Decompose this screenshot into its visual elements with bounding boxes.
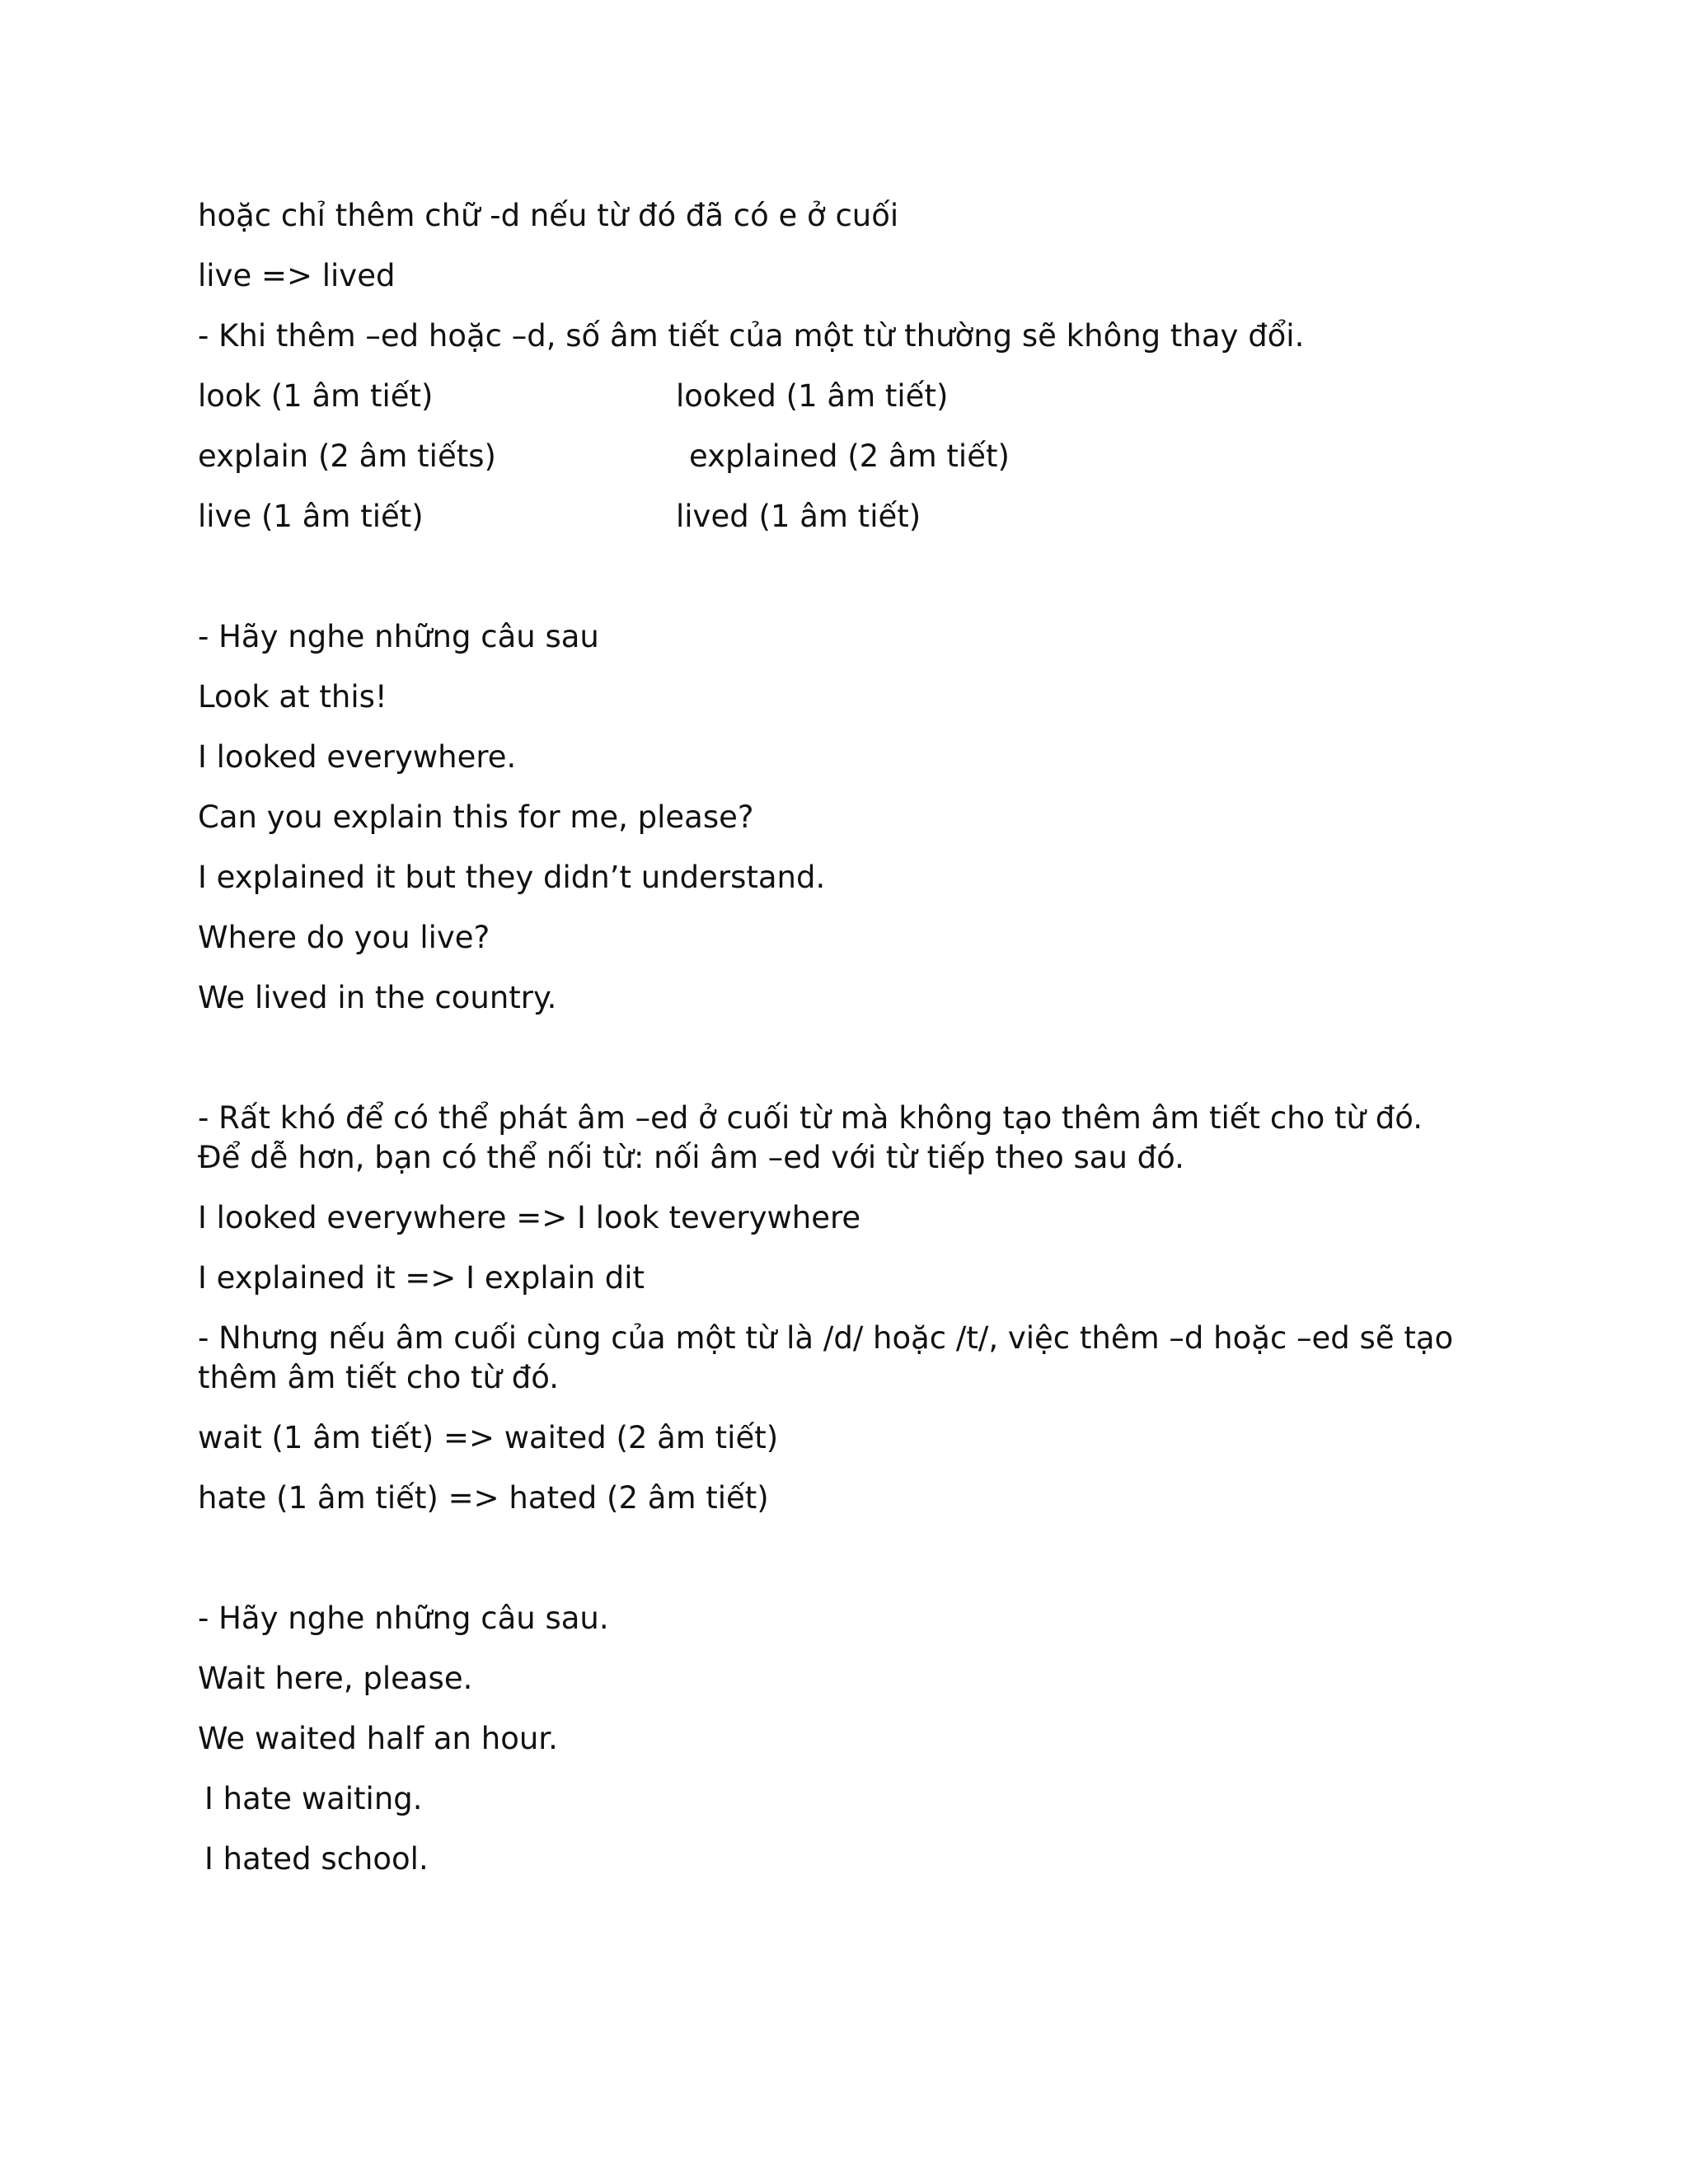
past-word: looked (1 âm tiết) — [676, 378, 949, 414]
example-sentence: I hated school. — [204, 1841, 429, 1877]
example-sentence: I explained it => I explain dit — [198, 1260, 645, 1296]
rule-statement: - Khi thêm –ed hoặc –d, số âm tiết của một từ thường sẽ không thay đổi. — [198, 318, 1305, 354]
base-word: live (1 âm tiết) — [198, 499, 424, 534]
syllable-row — [198, 377, 1467, 416]
example-sentence: Wait here, please. — [198, 1661, 473, 1696]
text-line: live => lived — [198, 258, 396, 293]
spacer — [198, 557, 1467, 617]
example-sentence: wait (1 âm tiết) => waited (2 âm tiết) — [198, 1420, 779, 1455]
section-heading: - Hãy nghe những câu sau. — [198, 1601, 609, 1636]
section-heading: - Hãy nghe những câu sau — [198, 619, 599, 654]
explanation-paragraph: - Rất khó để có thể phát âm –ed ở cuối từ mà không tạo thêm âm tiết cho từ đó. Để dễ hơn, bạn có thể nối từ: nối âm –ed với từ tiếp theo sau đó. — [198, 1100, 1423, 1175]
example-sentence: Can you explain this for me, please? — [198, 799, 754, 835]
base-word: explain (2 âm tiếts) — [198, 438, 496, 474]
past-word: explained (2 âm tiết) — [689, 438, 1010, 474]
example-sentence: We lived in the country. — [198, 980, 557, 1015]
example-sentence: hate (1 âm tiết) => hated (2 âm tiết) — [198, 1480, 769, 1516]
example-sentence: Where do you live? — [198, 920, 490, 955]
base-word: look (1 âm tiết) — [198, 378, 434, 414]
example-sentence: I looked everywhere => I look teverywhere — [198, 1200, 861, 1235]
spacer — [198, 1539, 1467, 1599]
example-sentence: I explained it but they didn’t understand. — [198, 860, 826, 895]
example-sentence: I looked everywhere. — [198, 739, 517, 775]
explanation-paragraph: - Nhưng nếu âm cuối cùng của một từ là /d/ hoặc /t/, việc thêm –d hoặc –ed sẽ tạo thêm âm tiết cho từ đó. — [198, 1320, 1454, 1395]
spacer — [198, 1038, 1467, 1099]
example-sentence: Look at this! — [198, 679, 387, 715]
syllable-row — [198, 437, 1467, 476]
past-word: lived (1 âm tiết) — [676, 499, 921, 534]
example-sentence: We waited half an hour. — [198, 1721, 558, 1756]
example-sentence: I hate waiting. — [204, 1781, 423, 1816]
text-line: hoặc chỉ thêm chữ -d nếu từ đó đã có e ở cuối — [198, 198, 899, 233]
syllable-row — [198, 497, 1467, 537]
document-content — [198, 196, 1467, 1900]
